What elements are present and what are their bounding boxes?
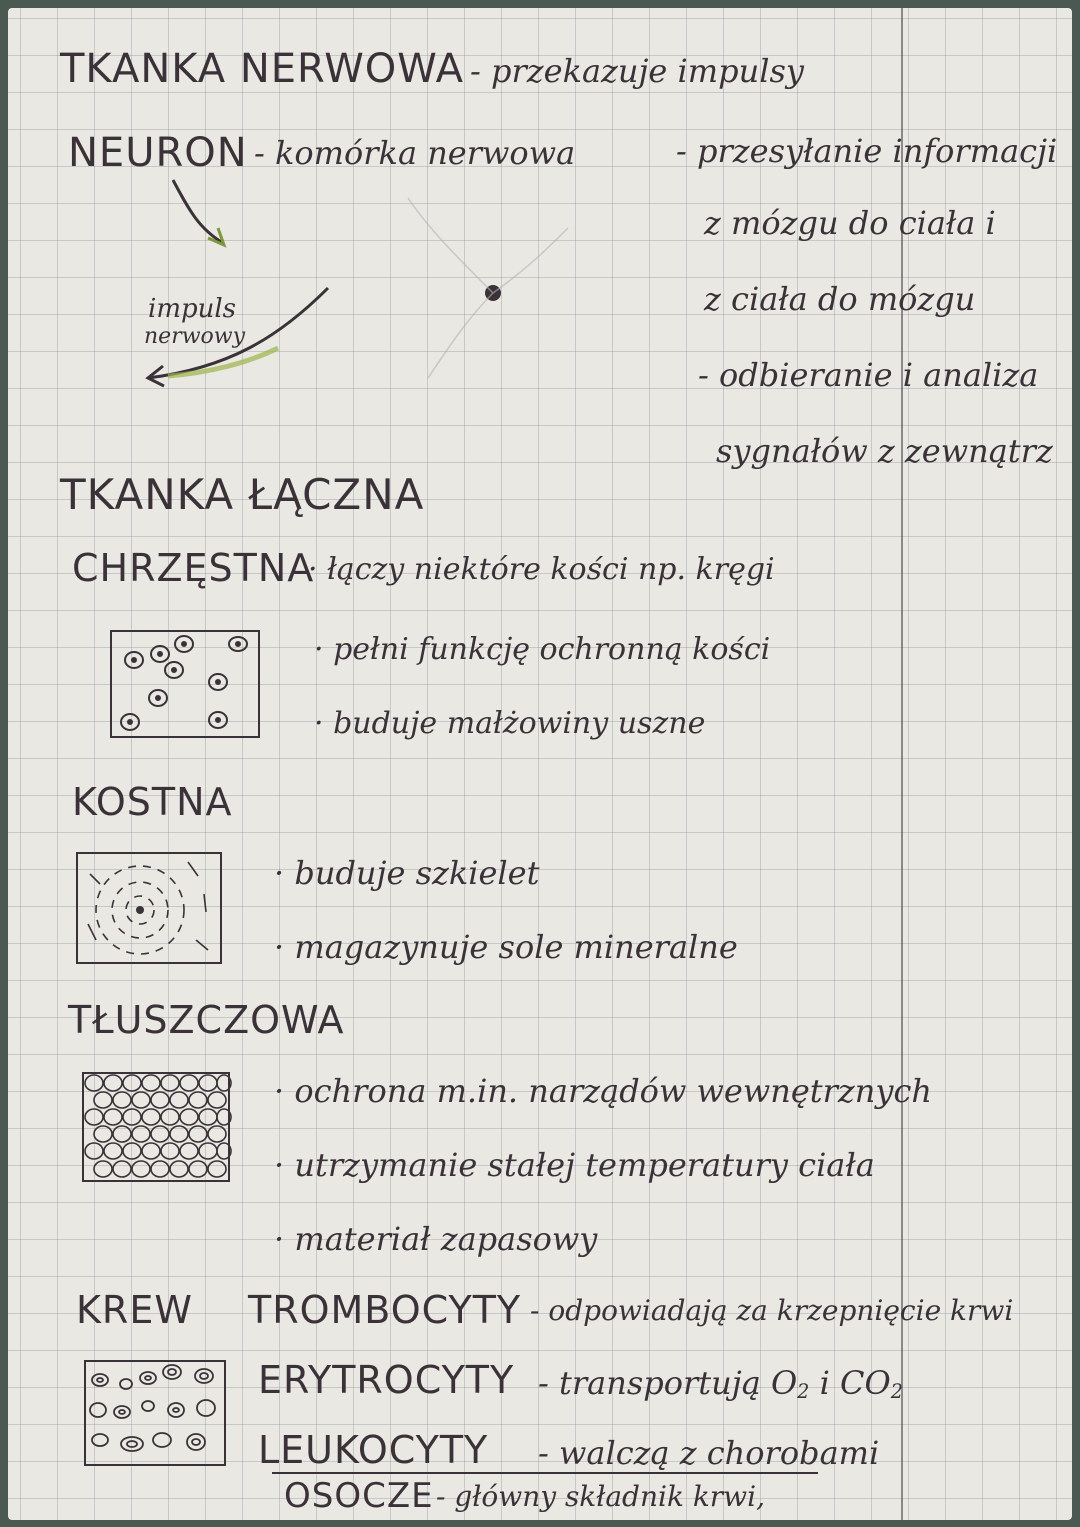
fat-diagram — [82, 1072, 230, 1182]
nervous-function-4: - odbieranie i analiza — [698, 356, 1039, 394]
notebook-page — [8, 8, 1072, 1520]
plasma-desc: - główny składnik krwi, — [436, 1480, 765, 1513]
thrombocytes-name: TROMBOCYTY — [248, 1288, 522, 1332]
nervous-function-5: sygnałów z zewnątrz — [716, 432, 1053, 470]
bone-diagram — [76, 852, 222, 964]
neuron-sketch — [128, 168, 528, 408]
nervous-title-note: - przekazuje impulsy — [470, 52, 804, 90]
cartilage-name: CHRZĘSTNA — [72, 546, 315, 590]
erythrocytes-desc: - transportują $O_2$ i $CO_2$ — [538, 1364, 903, 1403]
cartilage-point-1: · łączy niektóre kości np. kręgi — [308, 552, 775, 587]
plasma-name: OSOCZE — [284, 1476, 434, 1516]
plasma-underline — [272, 1472, 818, 1474]
neuron-note: - komórka nerwowa — [254, 134, 576, 172]
nervous-function-1: - przesyłanie informacji — [676, 132, 1058, 170]
blood-diagram — [84, 1360, 226, 1466]
nervous-function-3: z ciała do mózgu — [704, 280, 976, 318]
erythrocytes-name: ERYTROCYTY — [258, 1358, 515, 1402]
connective-title: TKANKA ŁĄCZNA — [60, 470, 425, 519]
bone-point-1: · buduje szkielet — [274, 854, 539, 892]
neuron-label: NEURON — [68, 130, 248, 176]
impulse-label-2: nerwowy — [144, 324, 246, 349]
nervous-function-2: z mózgu do ciała i — [704, 204, 996, 242]
cartilage-diagram — [110, 630, 260, 738]
leukocytes-name: LEUKOCYTY — [258, 1428, 489, 1472]
impulse-label-1: impuls — [148, 294, 237, 324]
leukocytes-desc: - walczą z chorobami — [538, 1434, 880, 1472]
blood-name: KREW — [76, 1288, 193, 1332]
fat-name: TŁUSZCZOWA — [68, 998, 345, 1042]
fat-point-1: · ochrona m.in. narządów wewnętrznych — [274, 1072, 932, 1110]
nervous-title: TKANKA NERWOWA — [60, 46, 464, 92]
fat-point-2: · utrzymanie stałej temperatury ciała — [274, 1146, 875, 1184]
bone-name: KOSTNA — [72, 780, 233, 824]
thrombocytes-desc: - odpowiadają za krzepnięcie krwi — [530, 1294, 1014, 1327]
cartilage-point-3: · buduje małżowiny uszne — [314, 706, 705, 741]
fat-point-3: · materiał zapasowy — [274, 1220, 597, 1258]
cartilage-point-2: · pełni funkcję ochronną kości — [314, 632, 770, 667]
bone-point-2: · magazynuje sole mineralne — [274, 928, 738, 966]
